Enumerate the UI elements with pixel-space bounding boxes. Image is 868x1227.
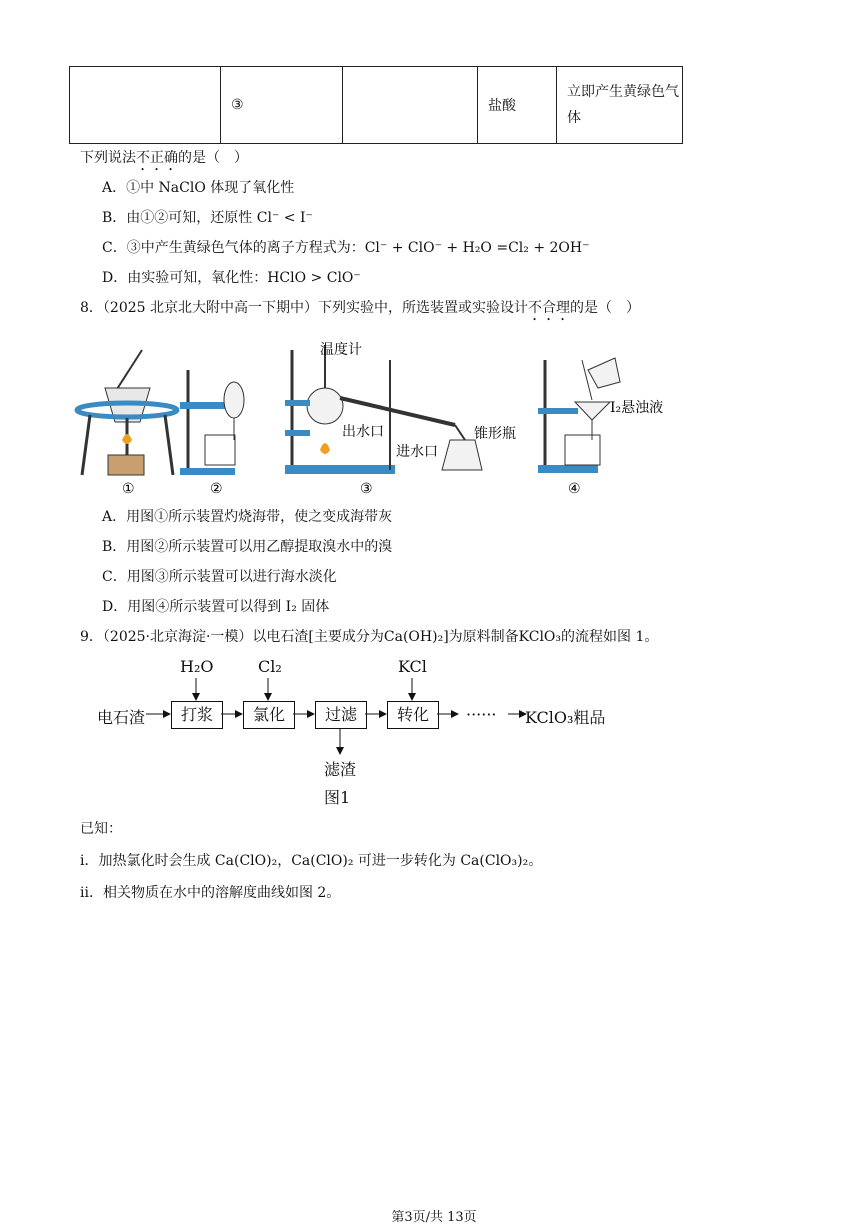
flow-product: KClO₃粗品	[525, 708, 606, 727]
q7-option-d: D．由实验可知，氧化性：HClO > ClO⁻	[102, 270, 361, 286]
stem-text: ]为原料制备	[443, 629, 519, 645]
flow-step-conversion: 转化	[387, 701, 439, 729]
table-cell: 盐酸	[478, 67, 557, 144]
input-chlorine: Cl₂	[258, 657, 282, 676]
fig4-label: ④	[568, 481, 581, 497]
suspension-label: I₂悬浊液	[610, 400, 664, 416]
stem-text: 9．（2025·北京海淀·一模）以电石渣[主要成分为	[80, 629, 384, 645]
fig1-label: ①	[122, 481, 135, 497]
filtration-apparatus-drawing	[538, 358, 620, 473]
input-kcl: KCl	[398, 657, 427, 676]
flow-start: 电石渣	[97, 708, 146, 727]
q8-option-b: B．用图②所示装置可以用乙醇提取溴水中的溴	[102, 539, 393, 555]
q9-stem	[80, 626, 658, 646]
fig3-label: ③	[360, 481, 373, 497]
separatory-funnel-drawing	[180, 370, 244, 475]
flow-arrows	[90, 650, 530, 760]
flow-residue: 滤渣	[324, 760, 357, 779]
q8-option-d: D．用图④所示装置可以得到 I₂ 固体	[102, 599, 330, 615]
flask-label: 锥形瓶	[474, 426, 516, 442]
flow-step-chlorination: 氯化	[243, 701, 295, 729]
figure1-caption: 图1	[324, 788, 351, 807]
q7-option-c: C．③中产生黄绿色气体的离子方程式为：Cl⁻ + ClO⁻ + H₂O =Cl₂ + 2OH⁻	[102, 240, 590, 256]
crucible-apparatus-drawing	[77, 350, 177, 475]
input-water: H₂O	[180, 657, 214, 676]
table-row	[70, 67, 683, 144]
known-title: 已知：	[80, 821, 122, 837]
experiment-table	[69, 66, 683, 144]
flow-ellipsis: ······	[466, 705, 497, 724]
table-cell	[343, 67, 478, 144]
water-out-label: 出水口	[342, 424, 384, 440]
prompt-emphasis: 不正确	[136, 150, 178, 166]
apparatus-figure	[70, 340, 690, 500]
formula: KClO₃	[518, 629, 562, 645]
flow-step-beating: 打浆	[171, 701, 223, 729]
known-item-i: i．加热氯化时会生成 Ca(ClO)₂，Ca(ClO)₂ 可进一步转化为 Ca(ClO₃)₂。	[80, 853, 543, 869]
table-cell: 立即产生黄绿色气体	[557, 67, 683, 144]
q7-option-a: A．①中 NaClO 体现了氧化性	[102, 180, 295, 196]
known-item-ii: ii．相关物质在水中的溶解度曲线如图 2。	[80, 885, 341, 901]
stem-emphasis: 不合理	[528, 300, 570, 316]
q8-option-c: C．用图③所示装置可以进行海水淡化	[102, 569, 337, 585]
stem-text: 的流程如图 1。	[561, 629, 659, 645]
stem-text: 8．（2025 北京北大附中高一下期中）下列实验中，所选装置或实验设计	[80, 300, 528, 316]
stem-text: 的是（ ）	[570, 300, 640, 316]
prompt-text: 下列说法	[80, 150, 136, 166]
table-cell	[70, 67, 221, 144]
flow-step-filtration: 过滤	[315, 701, 367, 729]
formula: Ca(OH)₂	[383, 629, 444, 645]
q7-option-b: B．由①②可知，还原性 Cl⁻ < I⁻	[102, 210, 313, 226]
table-cell: ③	[221, 67, 343, 144]
q8-option-a: A．用图①所示装置灼烧海带，使之变成海带灰	[102, 509, 393, 525]
distillation-apparatus-drawing	[285, 345, 482, 474]
q7-prompt	[80, 147, 248, 174]
q8-stem	[80, 297, 640, 324]
thermometer-label: 温度计	[320, 342, 362, 358]
prompt-text: 的是（ ）	[178, 150, 248, 166]
water-in-label: 进水口	[396, 444, 438, 460]
page-footer: 第3页/共 13页	[391, 1210, 477, 1225]
fig2-label: ②	[210, 481, 223, 497]
